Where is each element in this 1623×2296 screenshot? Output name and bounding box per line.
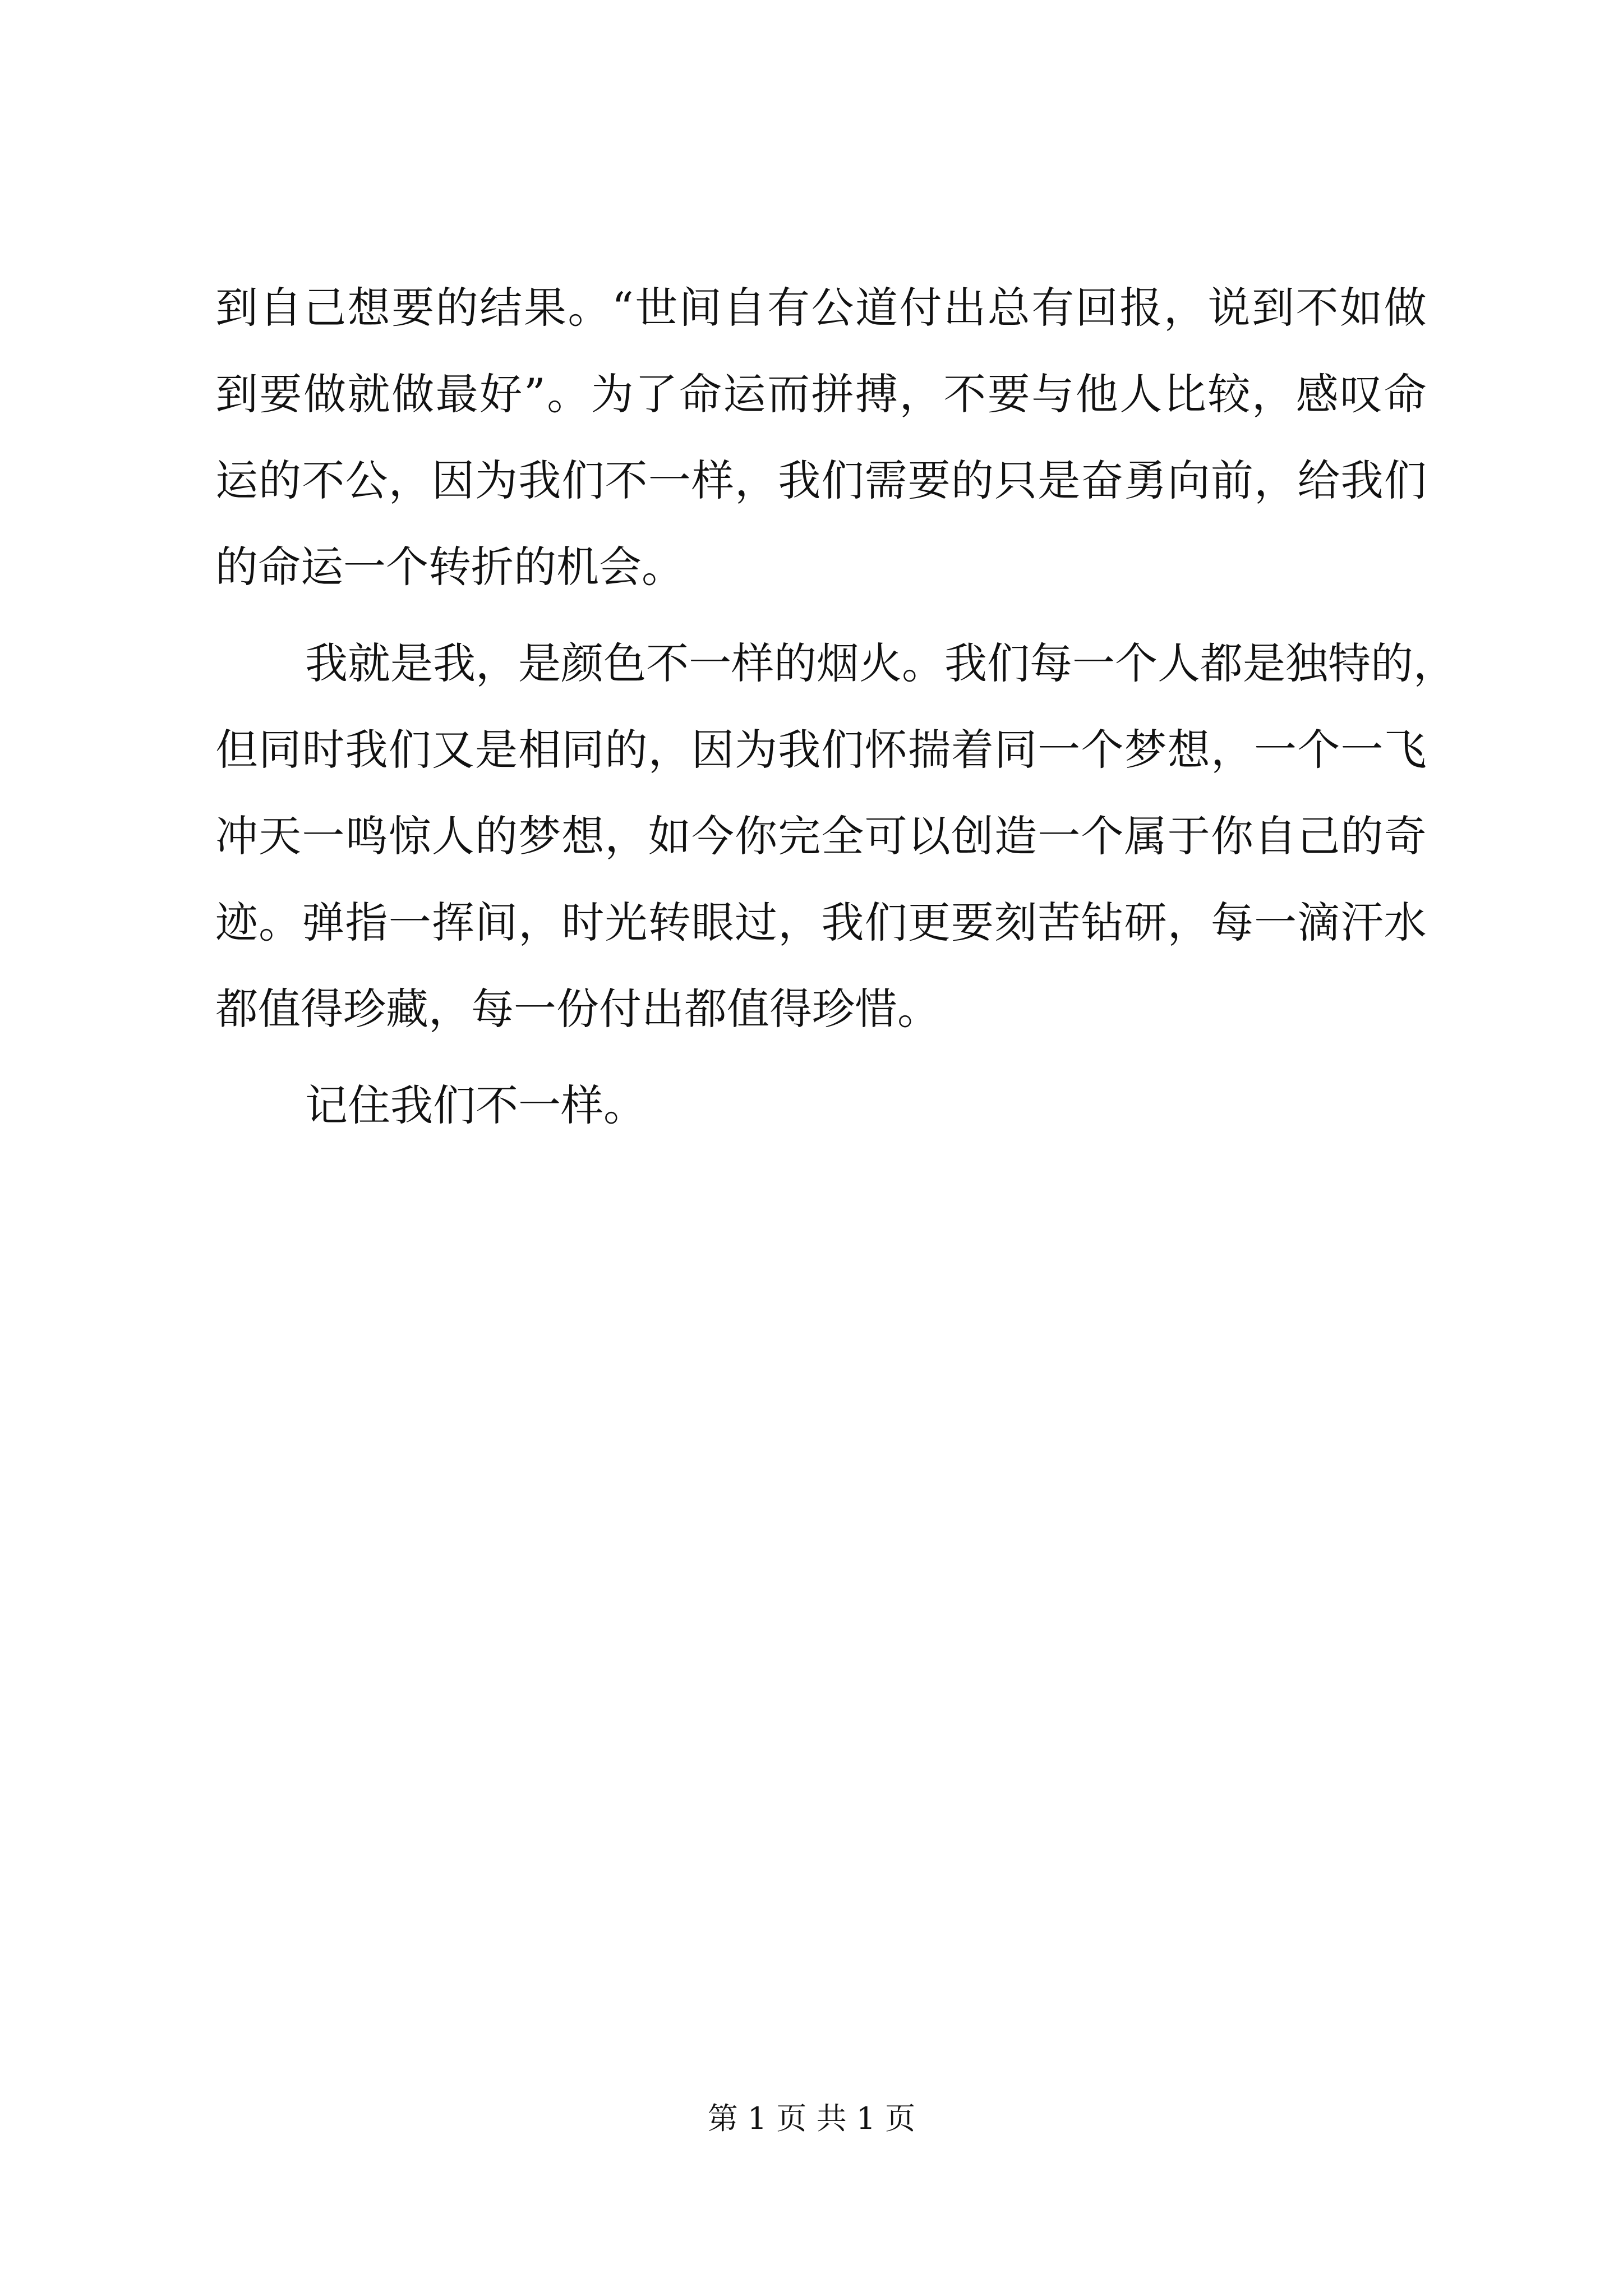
document-body [215,265,1456,1149]
paragraph-3 [215,1062,1427,1149]
text-line: 运 的 不 公 ， 因 为 我 们 不 一 样 ， 我 们 需 要 的 只 是 奋 勇 向 前 ， 给 我 们 [215,455,1427,505]
text-line: 冲 天 一 鸣 惊 人 的 梦 想 ， 如 今 你 完 全 可 以 创 造 一 个 属 于 你 自 己 的 奇 [215,811,1427,861]
text-line: 都值得珍藏，每一份付出都值得珍惜。 [215,984,940,1034]
text-line: 到 自 己 想 要 的 结 果 。 “ 世 间 自 有 公 道 付 出 总 有 回 报 ， 说 到 不 如 做 [215,283,1427,333]
text-line: 的命运一个转折的机会。 [215,542,684,592]
text-line: 我 就 是 我 ， 是 颜 色 不 一 样 的 烟 火 。 我 们 每 一 个 人 都 是 独 特 的 ， [305,638,1456,688]
page-footer: 第 1 页 共 1 页 [707,2101,916,2136]
text-line: 迹 。 弹 指 一 挥 间 ， 时 光 转 眼 过 ， 我 们 更 要 刻 苦 钻 研 ， 每 一 滴 汗 水 [215,898,1427,947]
paragraph-2 [215,620,1456,1052]
text-line: 记住我们不一样。 [305,1080,646,1130]
paragraph-1 [215,265,1427,610]
text-line: 但 同 时 我 们 又 是 相 同 的 ， 因 为 我 们 怀 揣 着 同 一 个 梦 想 ， 一 个 一 飞 [215,725,1427,775]
text-line: 到 要 做 就 做 最 好 ” 。 为 了 命 运 而 拼 搏 ， 不 要 与 他 人 比 较 ， 感 叹 命 [215,369,1427,419]
